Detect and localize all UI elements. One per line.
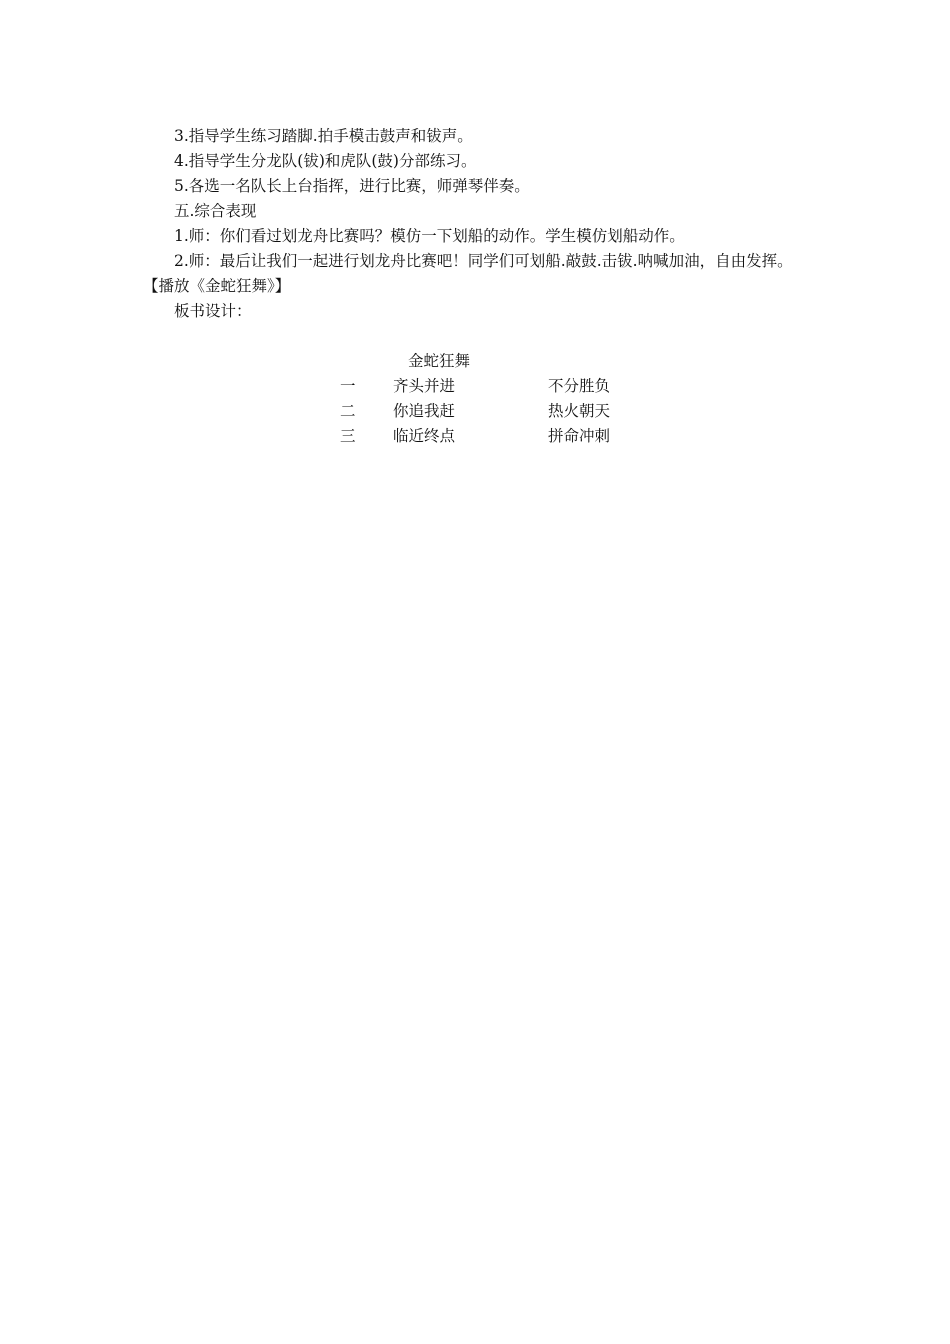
board-row-number: 二 [340, 402, 356, 420]
play-note: 【播放《金蛇狂舞》】 [143, 277, 291, 295]
section-heading: 五.综合表现 [174, 202, 257, 220]
board-row-phrase-b: 拼命冲刺 [548, 427, 611, 445]
paragraph-step-5: 5.各选一名队长上台指挥，进行比赛，师弹琴伴奏。 [174, 177, 530, 195]
paragraph-step-4: 4.指导学生分龙队(钹)和虎队(鼓)分部练习。 [174, 152, 477, 170]
board-row-phrase-a: 齐头并进 [393, 377, 456, 395]
board-row-phrase-a: 临近终点 [393, 427, 456, 445]
board-row-phrase-b: 不分胜负 [548, 377, 611, 395]
board-design-label: 板书设计： [174, 302, 252, 320]
board-row-number: 一 [340, 377, 356, 395]
board-row-number: 三 [340, 427, 356, 445]
board-row-phrase-b: 热火朝天 [548, 402, 611, 420]
board-row-phrase-a: 你追我赶 [393, 402, 456, 420]
board-title: 金蛇狂舞 [408, 352, 471, 370]
paragraph-item-1: 1.师：你们看过划龙舟比赛吗？模仿一下划船的动作。学生模仿划船动作。 [174, 227, 685, 245]
paragraph-item-2: 2.师：最后让我们一起进行划龙舟比赛吧！同学们可划船.敲鼓.击钹.呐喊加油，自由发挥。 [174, 252, 793, 270]
paragraph-step-3: 3.指导学生练习踏脚.拍手模击鼓声和钹声。 [174, 127, 473, 145]
